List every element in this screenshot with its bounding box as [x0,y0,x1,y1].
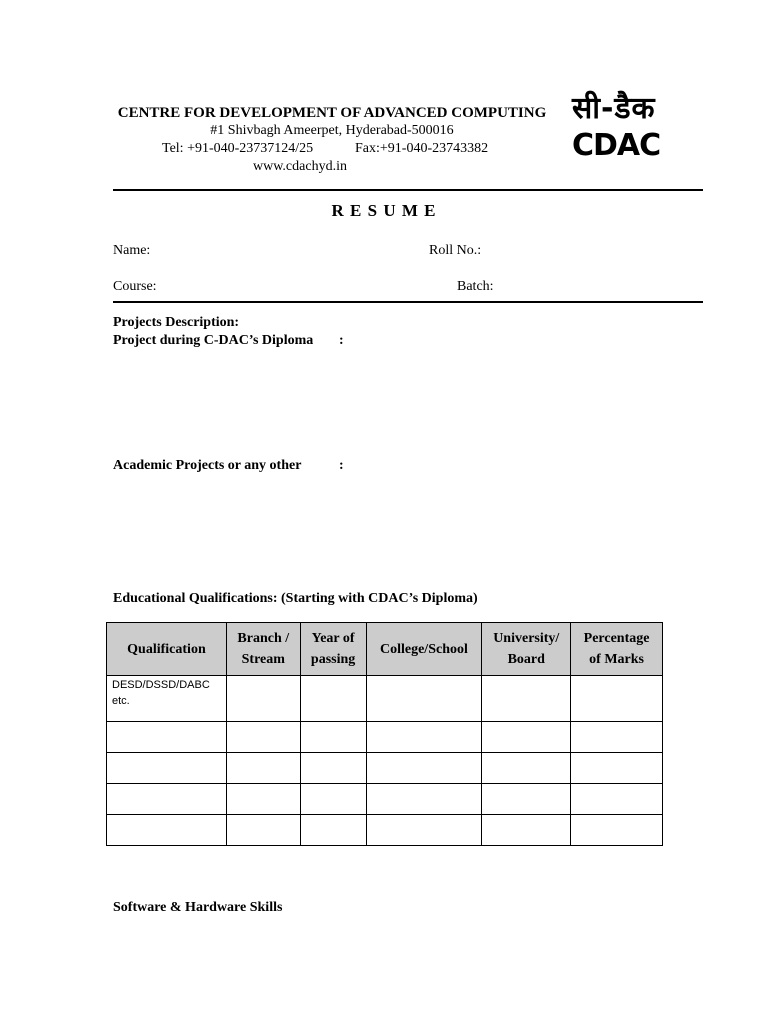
table-cell [300,753,366,784]
telephone: Tel: +91-040-23737124/25 [162,141,314,156]
table-cell [300,815,366,846]
table-cell [300,784,366,815]
table-cell [482,722,571,753]
website: www.cdachyd.in [253,159,347,174]
course-label: Course: [113,279,157,294]
table-row [107,722,663,753]
table-cell [571,784,663,815]
header-divider [113,189,703,191]
table-row [107,815,663,846]
column-header-branch: Branch / Stream [226,623,300,676]
table-cell [226,815,300,846]
table-cell [366,784,482,815]
table-cell [226,753,300,784]
column-header-year: Year of passing [300,623,366,676]
organization-address: #1 Shivbagh Ameerpet, Hyderabad-500016 [210,123,454,138]
name-label: Name: [113,243,151,258]
table-cell [107,815,227,846]
table-cell [482,676,571,722]
cdac-project-colon: : [339,333,344,348]
roll-no-label: Roll No.: [429,243,482,258]
table-cell [571,815,663,846]
skills-heading: Software & Hardware Skills [113,900,283,915]
table-cell [107,753,227,784]
qualification-cell: DESD/DSSD/DABC etc. [107,676,227,722]
table-cell [366,676,482,722]
table-row [107,784,663,815]
fields-divider [113,301,703,303]
table-cell [226,676,300,722]
logo-english-text: CDAC [572,128,661,163]
table-cell [107,784,227,815]
table-cell [107,722,227,753]
table-cell [226,784,300,815]
column-header-college: College/School [366,623,482,676]
resume-title: R E S U M E [331,201,437,220]
table-cell [482,784,571,815]
table-cell [300,722,366,753]
column-header-university: University/ Board [482,623,571,676]
table-header-row [107,623,663,676]
logo-hindi-text: सी-डैक [572,91,656,126]
academic-project-colon: : [339,458,344,473]
table-cell [366,753,482,784]
table-row [107,753,663,784]
column-header-qualification: Qualification [107,623,227,676]
fax: Fax:+91-040-23743382 [355,141,489,156]
batch-label: Batch: [457,279,494,294]
table-row [107,676,663,722]
table-cell [300,676,366,722]
table-cell [482,753,571,784]
education-table [106,622,663,846]
column-header-percentage: Percentage of Marks [571,623,663,676]
projects-heading: Projects Description: [113,315,240,330]
table-cell [366,722,482,753]
table-cell [366,815,482,846]
cdac-project-label: Project during C-DAC’s Diploma [113,333,314,348]
academic-project-label: Academic Projects or any other [113,458,302,473]
table-cell [571,676,663,722]
table-cell [571,722,663,753]
table-cell [571,753,663,784]
organization-name: CENTRE FOR DEVELOPMENT OF ADVANCED COMPUTING [117,105,547,121]
table-cell [226,722,300,753]
table-cell [482,815,571,846]
education-heading: Educational Qualifications: (Starting with CDAC’s Diploma) [113,591,478,606]
